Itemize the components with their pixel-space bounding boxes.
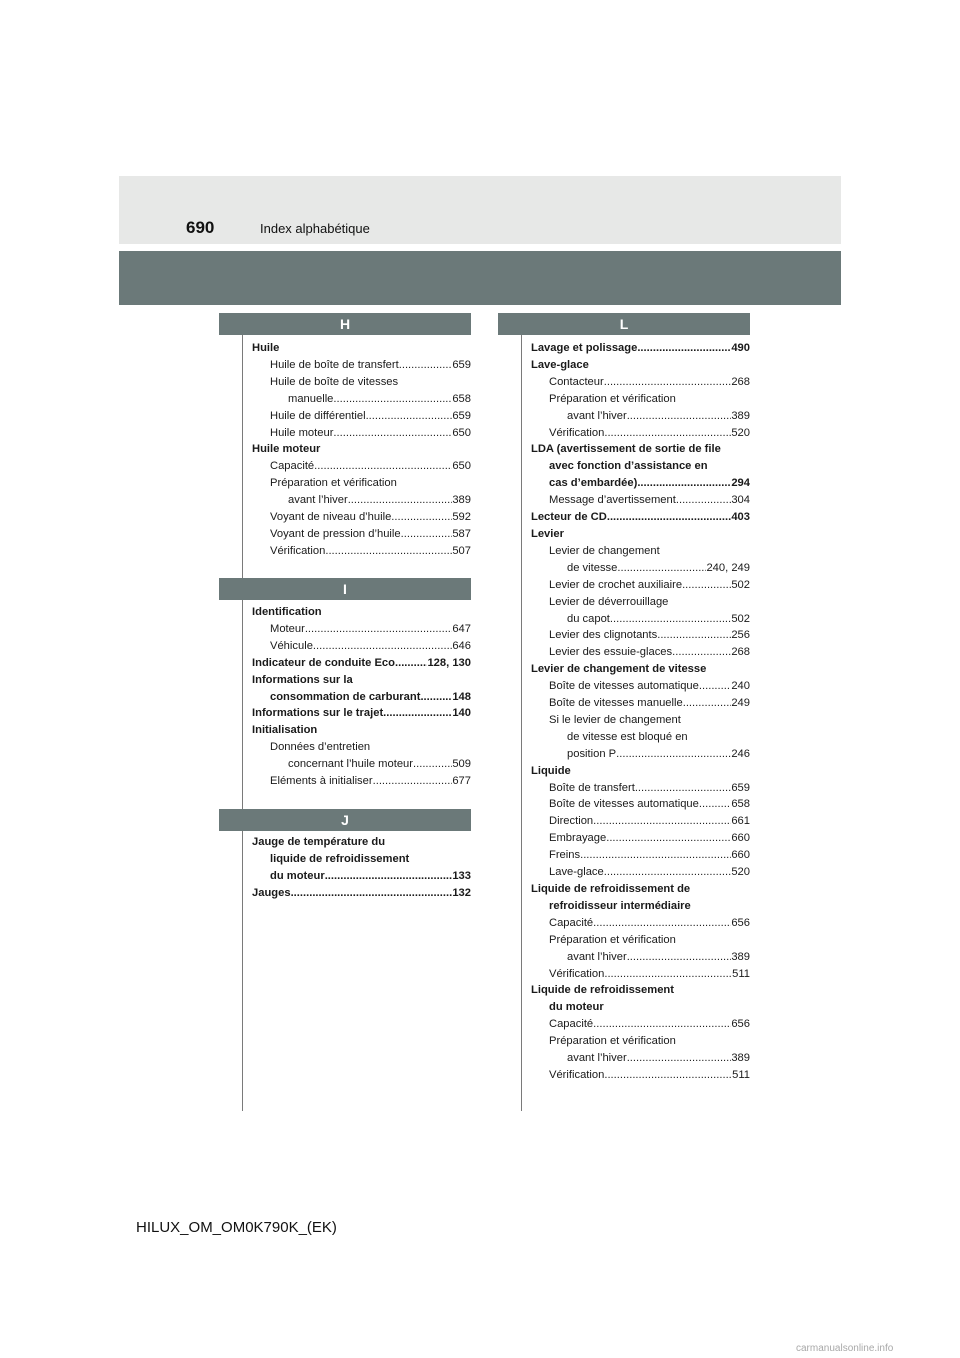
index-entry: Préparation et vérification [549, 392, 676, 405]
header-band [119, 251, 841, 305]
index-entry-page: 656 [731, 916, 750, 929]
section-i-entries [252, 604, 471, 790]
index-entry [531, 813, 750, 830]
index-entry-text: concernant l’huile moteur [288, 758, 413, 771]
index-entry-text: Voyant de niveau d’huile [270, 511, 392, 524]
index-entry [252, 756, 471, 773]
index-entry: Jauge de température du [252, 836, 386, 848]
index-entry [531, 509, 750, 526]
index-entry-text: du moteur [270, 869, 325, 882]
index-entry [252, 621, 471, 638]
index-entry-text: Boîte de vitesses automatique [549, 680, 699, 693]
index-entry-page: 658 [452, 392, 471, 405]
dot-leader [593, 915, 731, 932]
dot-leader [672, 644, 731, 661]
index-entry-page: 389 [731, 950, 750, 963]
index-entry-page: 389 [731, 1052, 750, 1065]
section-head-l: L [498, 313, 750, 335]
index-entry-text: du capot [567, 612, 610, 625]
index-entry-text: Boîte de transfert [549, 781, 635, 794]
index-entry [252, 543, 471, 560]
index-entry [252, 425, 471, 442]
index-entry-page: 268 [731, 375, 750, 388]
index-entry: Identification [252, 606, 322, 618]
index-entry: Levier de déverrouillage [549, 595, 669, 608]
index-entry: Initialisation [252, 724, 318, 737]
dot-leader [604, 1067, 732, 1084]
index-entry: Levier [531, 527, 564, 540]
index-entry [531, 425, 750, 442]
index-entry: liquide de refroidissement [270, 852, 410, 865]
dot-leader [682, 577, 731, 594]
index-entry [531, 340, 750, 357]
left-column-rule [242, 335, 243, 1111]
index-entry: de vitesse est bloqué en [567, 730, 688, 743]
index-entry [531, 864, 750, 881]
dot-leader [606, 830, 731, 847]
dot-leader [699, 796, 731, 813]
index-entry [531, 796, 750, 813]
dot-leader [333, 425, 452, 442]
index-entry [531, 949, 750, 966]
index-entry: Lave-glace [531, 358, 589, 371]
index-entry-page: 659 [452, 358, 471, 371]
index-entry-page: 650 [452, 460, 471, 473]
dot-leader [348, 492, 453, 509]
index-entry [531, 1050, 750, 1067]
dot-leader [373, 773, 453, 790]
dot-leader [395, 655, 427, 672]
index-entry-text: Informations sur le trajet [252, 707, 384, 720]
dot-leader [683, 695, 732, 712]
index-entry: Si le levier de changement [549, 713, 681, 726]
index-entry-page: 268 [731, 646, 750, 659]
index-entry-page: 646 [452, 639, 471, 652]
index-entry: Huile moteur [252, 443, 321, 456]
section-head-j: J [219, 809, 471, 831]
index-entry-text: manuelle [288, 392, 334, 405]
index-entry [531, 830, 750, 847]
dot-leader [627, 408, 732, 425]
index-entry [531, 475, 750, 492]
index-entry-page: 502 [731, 578, 750, 591]
index-entry: LDA (avertissement de sortie de file [531, 443, 721, 456]
index-entry-text: Vérification [549, 967, 605, 980]
index-entry [531, 746, 750, 763]
index-entry-text: Embrayage [549, 832, 607, 845]
index-entry [252, 885, 471, 902]
index-entry-text: Freins [549, 849, 581, 862]
dot-leader [401, 526, 453, 543]
dot-leader [635, 780, 732, 797]
dot-leader [604, 966, 732, 983]
index-entry-page: 249 [731, 697, 750, 710]
dot-leader [593, 1016, 731, 1033]
dot-leader [333, 391, 452, 408]
index-entry-page: 659 [731, 781, 750, 794]
index-entry-text: Message d’avertissement [549, 494, 676, 507]
index-entry [252, 655, 471, 672]
index-entry [531, 560, 750, 577]
index-entry-text: Levier des clignotants [549, 629, 658, 642]
index-entry-page: 660 [731, 832, 750, 845]
dot-leader [616, 746, 731, 763]
dot-leader [617, 560, 706, 577]
index-entry-text: Voyant de pression d’huile [270, 527, 401, 540]
index-entry-page: 389 [452, 494, 471, 507]
index-entry: Données d’entretien [270, 741, 371, 754]
index-entry: Huile de boîte de vitesses [270, 375, 399, 388]
index-entry-text: avant l’hiver [567, 1052, 627, 1065]
index-entry-page: 133 [452, 869, 471, 882]
index-entry-page: 304 [731, 494, 750, 507]
index-entry [252, 868, 471, 885]
dot-leader [413, 756, 452, 773]
index-entry [252, 492, 471, 509]
index-entry [531, 644, 750, 661]
dot-leader [610, 611, 731, 628]
dot-leader [325, 543, 452, 560]
index-entry: Liquide de refroidissement [531, 984, 674, 997]
index-entry-page: 520 [731, 866, 750, 879]
index-entry [531, 695, 750, 712]
index-entry-text: Capacité [549, 1018, 594, 1031]
index-entry-text: Levier des essuie-glaces [549, 646, 673, 659]
dot-leader [627, 1050, 732, 1067]
index-entry-page: 650 [452, 426, 471, 439]
index-entry [252, 689, 471, 706]
index-entry [252, 391, 471, 408]
index-entry-text: Lecteur de CD [531, 511, 607, 524]
section-head-i: I [219, 578, 471, 600]
index-entry: Liquide [531, 764, 571, 777]
index-entry-text: Lavage et polissage [531, 342, 638, 354]
dot-leader [637, 475, 731, 492]
document-code: HILUX_OM_OM0K790K_(EK) [136, 1219, 337, 1236]
index-entry-page: 677 [452, 775, 471, 788]
index-entry [531, 374, 750, 391]
dot-leader [305, 621, 453, 638]
index-entry: du moteur [549, 1001, 604, 1014]
index-entry-text: avant l’hiver [567, 950, 627, 963]
dot-leader [391, 509, 452, 526]
index-entry: Levier de changement [549, 544, 660, 557]
index-entry-text: Boîte de vitesses manuelle [549, 697, 683, 710]
index-entry-text: Contacteur [549, 375, 604, 388]
index-entry: Levier de changement de vitesse [531, 663, 707, 676]
dot-leader [604, 864, 732, 881]
index-entry-text: Capacité [549, 916, 594, 929]
index-entry-text: Jauges [252, 886, 291, 899]
index-entry [531, 577, 750, 594]
index-entry-text: consommation de carburant [270, 690, 421, 703]
index-entry-text: Capacité [270, 460, 315, 473]
index-entry-page: 511 [732, 1068, 750, 1081]
index-entry [531, 492, 750, 509]
index-entry-text: Levier de crochet auxiliaire [549, 578, 683, 591]
dot-leader [314, 458, 452, 475]
index-entry-page: 659 [452, 409, 471, 422]
dot-leader [604, 374, 732, 391]
index-entry-page: 140 [452, 707, 471, 720]
index-entry [531, 780, 750, 797]
dot-leader [420, 689, 452, 706]
page-title: Index alphabétique [260, 221, 370, 236]
index-entry: Informations sur la [252, 673, 353, 686]
index-entry-page: 656 [731, 1018, 750, 1031]
dot-leader [604, 425, 731, 442]
index-entry [531, 1016, 750, 1033]
section-head-h: H [219, 313, 471, 335]
dot-leader [399, 357, 453, 374]
index-entry-page: 246 [731, 747, 750, 760]
index-entry-page: 256 [731, 629, 750, 642]
index-entry-page: 592 [452, 511, 471, 524]
dot-leader [383, 705, 452, 722]
index-entry-page: 490 [731, 342, 750, 354]
index-entry-page: 520 [731, 426, 750, 439]
index-entry [531, 847, 750, 864]
index-entry [531, 627, 750, 644]
index-entry [252, 773, 471, 790]
index-entry: refroidisseur intermédiaire [549, 899, 691, 912]
dot-leader [637, 340, 731, 357]
index-entry: Liquide de refroidissement de [531, 883, 691, 895]
index-entry [252, 705, 471, 722]
index-entry-text: Lave-glace [549, 866, 604, 879]
index-entry-page: 587 [452, 527, 471, 540]
index-entry-text: Moteur [270, 622, 305, 635]
section-h-entries [252, 340, 471, 560]
index-entry-text: Eléments à initialiser [270, 775, 373, 788]
dot-leader [580, 847, 731, 864]
dot-leader [325, 868, 453, 885]
watermark: carmanualsonline.info [796, 1343, 894, 1354]
index-entry-page: 132 [452, 886, 471, 899]
dot-leader [699, 678, 731, 695]
index-entry-page: 148 [452, 690, 471, 703]
index-entry: Huile [252, 342, 280, 354]
index-entry-text: de vitesse [567, 561, 618, 574]
index-entry-page: 511 [732, 967, 750, 980]
dot-leader [593, 813, 731, 830]
index-entry-page: 389 [731, 409, 750, 422]
index-entry [252, 509, 471, 526]
index-entry-text: Véhicule [270, 639, 313, 652]
index-entry [252, 638, 471, 655]
index-entry: Préparation et vérification [549, 1035, 676, 1048]
dot-leader [676, 492, 731, 509]
index-entry-text: Boîte de vitesses automatique [549, 798, 699, 811]
page-number: 690 [186, 218, 215, 237]
index-entry-page: 403 [731, 511, 750, 524]
dot-leader [607, 509, 731, 526]
index-entry-page: 502 [731, 612, 750, 625]
index-entry-page: 240 [731, 680, 750, 693]
index-entry-page: 661 [731, 815, 750, 828]
index-entry [531, 1067, 750, 1084]
index-entry-text: Vérification [270, 544, 326, 557]
index-entry-page: 509 [452, 758, 471, 771]
index-entry: avec fonction d’assistance en [549, 460, 708, 473]
index-entry: Préparation et vérification [270, 477, 397, 490]
index-entry [252, 408, 471, 425]
right-column-rule [521, 335, 522, 1111]
index-entry [531, 611, 750, 628]
index-entry-text: Vérification [549, 1068, 605, 1081]
index-entry-text: Vérification [549, 426, 605, 439]
index-entry-page: 294 [731, 477, 750, 490]
index-entry-text: Huile moteur [270, 426, 334, 439]
index-entry-text: cas d’embardée) [549, 477, 638, 490]
section-j-entries [252, 834, 471, 902]
dot-leader [291, 885, 453, 902]
index-entry-text: Direction [549, 815, 594, 828]
index-entry [252, 526, 471, 543]
index-entry [531, 678, 750, 695]
index-entry: Préparation et vérification [549, 933, 676, 946]
index-entry [252, 458, 471, 475]
index-entry [531, 408, 750, 425]
header-strip [119, 176, 841, 244]
index-entry-page: 647 [452, 622, 471, 635]
index-entry-text: Huile de boîte de transfert [270, 358, 399, 371]
section-l-entries [531, 340, 750, 1084]
index-entry-page: 507 [452, 544, 471, 557]
index-entry-text: avant l’hiver [288, 494, 348, 507]
index-entry-page: 128, 130 [427, 656, 471, 669]
dot-leader [366, 408, 453, 425]
dot-leader [657, 627, 731, 644]
index-entry-text: avant l’hiver [567, 409, 627, 422]
dot-leader [627, 949, 732, 966]
index-entry [531, 915, 750, 932]
dot-leader [313, 638, 452, 655]
index-entry [531, 966, 750, 983]
index-entry-page: 660 [731, 849, 750, 862]
index-entry-text: Huile de différentiel [270, 409, 366, 422]
index-entry-text: position P [567, 747, 617, 760]
index-entry-page: 240, 249 [706, 561, 750, 574]
index-entry-text: Indicateur de conduite Eco [252, 656, 395, 669]
index-entry [252, 357, 471, 374]
index-entry-page: 658 [731, 798, 750, 811]
